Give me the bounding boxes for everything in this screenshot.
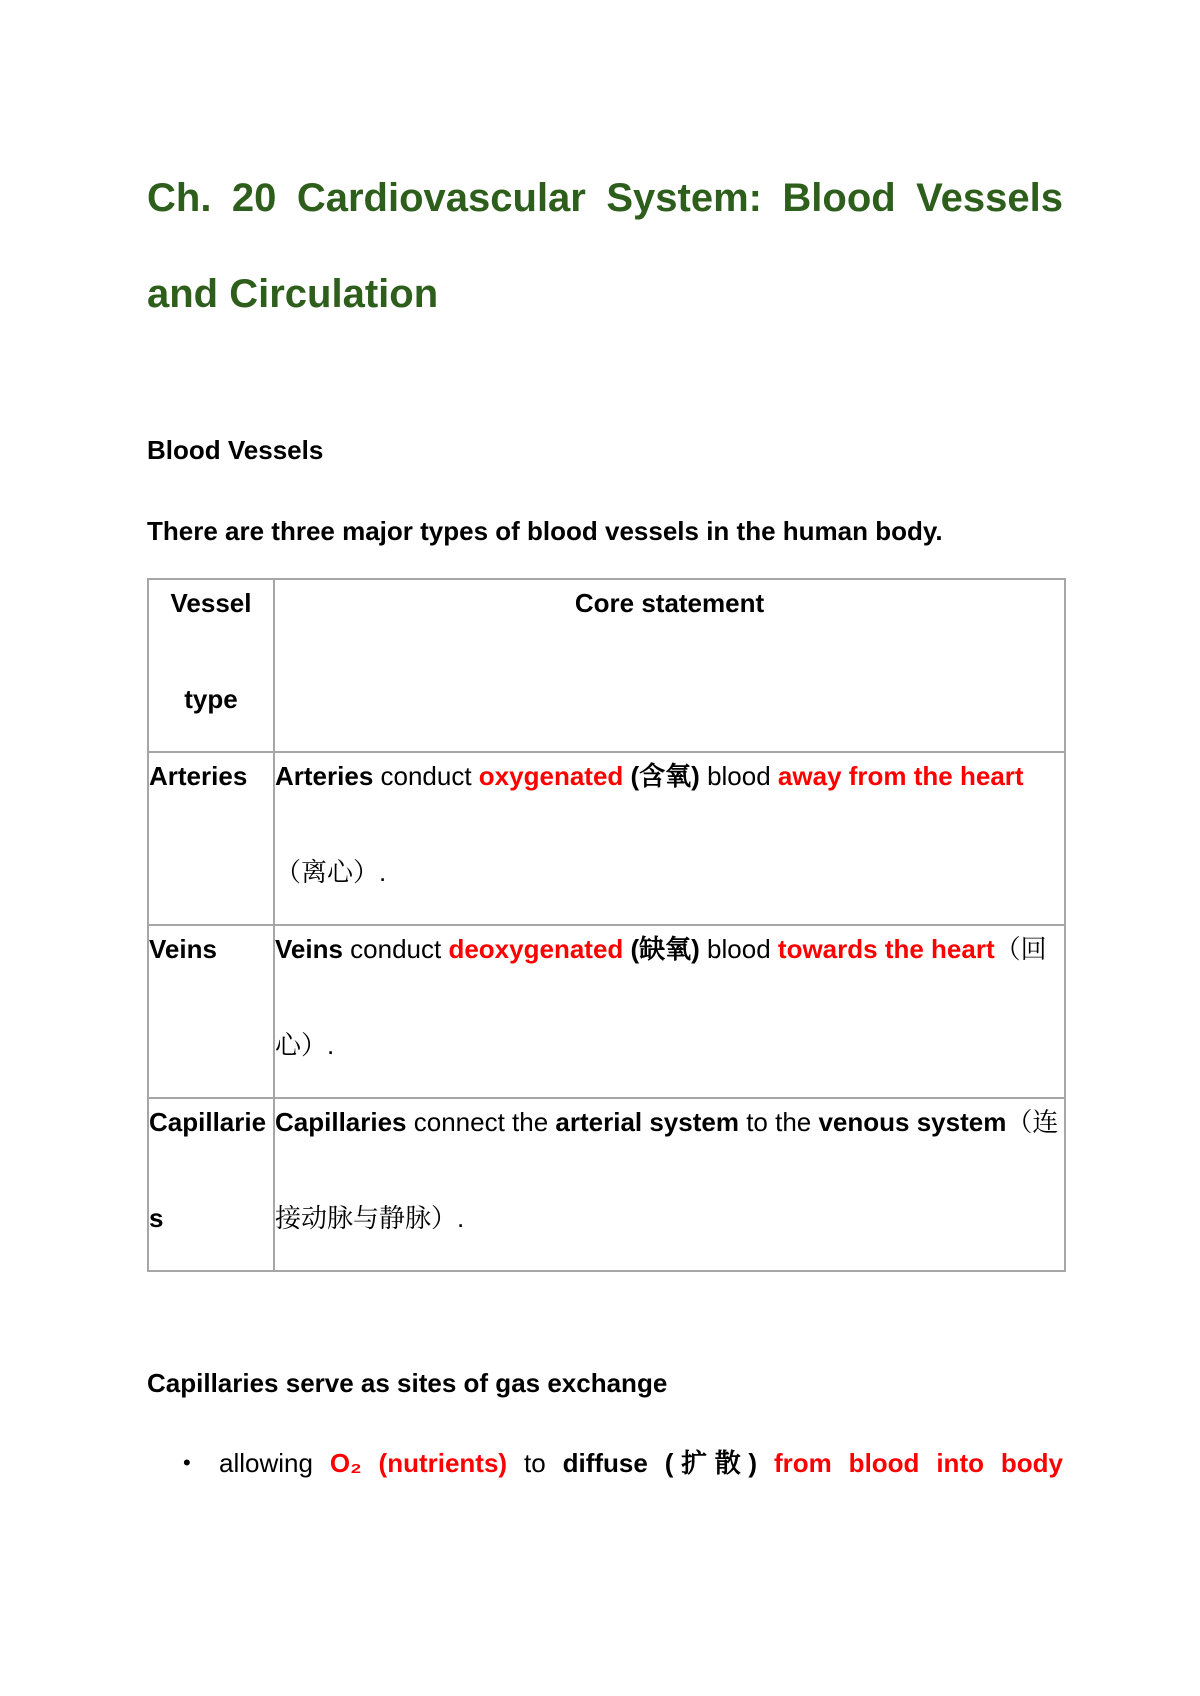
document-title bbox=[147, 150, 1063, 342]
intro-paragraph: There are three major types of blood vessels in the human body. bbox=[147, 516, 943, 546]
list-item bbox=[147, 1446, 1063, 1480]
statement-part: connect the bbox=[406, 1107, 556, 1137]
bullet-part: to bbox=[507, 1448, 563, 1478]
statement-part: towards the heart bbox=[777, 934, 995, 964]
title-line-2: and Circulation bbox=[147, 272, 439, 316]
vessel-type-label: Capillaries bbox=[149, 1107, 267, 1233]
statement-part: blood bbox=[699, 761, 778, 791]
bullet-icon: • bbox=[183, 1450, 191, 1475]
vessel-type-label: Veins bbox=[149, 934, 217, 964]
vessel-type-cell bbox=[148, 752, 274, 925]
statement-part: （连接动脉与静脉）. bbox=[275, 1107, 1059, 1233]
statement-part: （回心）. bbox=[275, 934, 1047, 1060]
header-cell-core-statement bbox=[274, 579, 1065, 752]
statement-part: (含氧) bbox=[623, 761, 700, 791]
table-row bbox=[148, 1098, 1065, 1271]
vessel-type-label: Arteries bbox=[149, 761, 248, 791]
header-core-statement: Core statement bbox=[574, 588, 765, 618]
statement-part: Capillaries bbox=[275, 1107, 407, 1137]
vessel-type-cell bbox=[148, 925, 274, 1098]
vessel-table bbox=[147, 578, 1066, 1272]
gas-exchange-list bbox=[147, 1446, 1063, 1480]
vessel-type-cell bbox=[148, 1098, 274, 1271]
statement-part: deoxygenated bbox=[448, 934, 624, 964]
table-row bbox=[148, 752, 1065, 925]
bullet-part: from blood into body bbox=[757, 1448, 1063, 1478]
bullet-part: O₂ (nutrients) bbox=[329, 1448, 508, 1478]
core-statement-cell bbox=[274, 1098, 1065, 1271]
core-statement bbox=[275, 728, 1064, 901]
header-vessel-line2: type bbox=[184, 684, 238, 714]
section-heading: Blood Vessels bbox=[147, 435, 324, 465]
gas-exchange-heading: Capillaries serve as sites of gas exchange bbox=[147, 1368, 668, 1398]
table-header-row bbox=[148, 579, 1065, 752]
bullet-part: allowing bbox=[219, 1448, 330, 1478]
statement-part: blood bbox=[699, 934, 778, 964]
statement-part: conduct bbox=[342, 934, 449, 964]
core-statement-cell bbox=[274, 925, 1065, 1098]
bullet-part: diffuse (扩散) bbox=[562, 1448, 758, 1478]
core-statement-cell bbox=[274, 752, 1065, 925]
statement-part: (缺氧) bbox=[623, 934, 700, 964]
header-cell-vessel-type bbox=[148, 579, 274, 752]
statement-part: away from the heart bbox=[777, 761, 1024, 791]
title-line-1: Ch. 20 Cardiovascular System: Blood Vessels bbox=[147, 176, 1063, 220]
core-statement bbox=[275, 1074, 1064, 1247]
header-vessel-line1: Vessel bbox=[170, 588, 252, 618]
core-statement bbox=[275, 901, 1064, 1074]
statement-part: arterial system bbox=[555, 1107, 739, 1137]
statement-part: to the bbox=[738, 1107, 819, 1137]
statement-part: conduct bbox=[373, 761, 479, 791]
statement-part: （离心）. bbox=[275, 857, 387, 887]
statement-part: oxygenated bbox=[478, 761, 624, 791]
statement-part: venous system bbox=[818, 1107, 1007, 1137]
statement-part: Veins bbox=[275, 934, 343, 964]
table-row bbox=[148, 925, 1065, 1098]
statement-part: Arteries bbox=[275, 761, 374, 791]
